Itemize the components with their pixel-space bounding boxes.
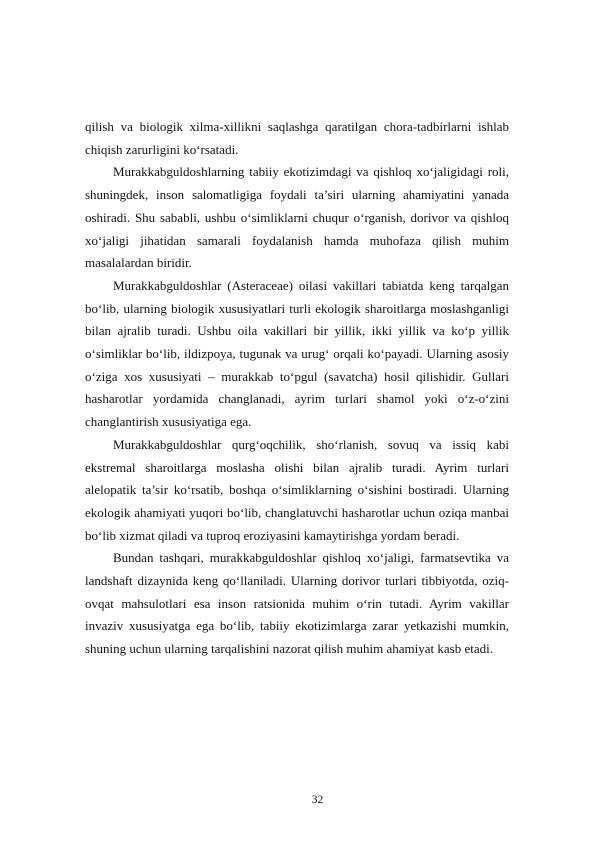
- paragraph-biology: Murakkabguldoshlar (Asteraceae) oilasi vakillari tabiatda keng tarqalgan bo‘lib, ularning biologik xususiyatlari turli ekologik sharoitlarga moslashganligi bilan ajralib turadi. Ushbu oila vakillari bir yillik, ikki yillik va ko‘p yillik o‘simliklar bo‘lib, ildizpoya, tugunak va urug‘ orqali ko‘payadi. Ularning asosiy o‘ziga xos xususiyati – murakkab to‘pgul (savatcha) hosil qilishidir. Gullari hasharotlar yordamida changlanadi, ayrim turlari shamol yoki o‘z-o‘zini changlantirish xususiyatiga ega.: [85, 277, 509, 430]
- paragraph-usage: Bundan tashqari, murakkabguldoshlar qishloq xo‘jaligi, farmatsevtika va landshaft dizaynida keng qo‘llaniladi. Ularning dorivor turlari tibbiyotda, oziq-ovqat mahsulotlari esa inson ratsionida muhim o‘rin tutadi. Ayrim vakillar invaziv xususiyatga ega bo‘lib, tabiiy ekotizimlarga zarar yetkazishi mumkin, shuning uchun ularning tarqalishini nazorat qilish muhim ahamiyat kasb etadi.: [85, 550, 509, 657]
- page-number: 32: [311, 794, 324, 806]
- paragraph-continuation: qilish va biologik xilma-xillikni saqlashga qaratilgan chora-tadbirlarni ishlab chiqish zarurligini ko‘rsatadi.: [85, 119, 509, 157]
- paragraph-importance: Murakkabguldoshlarning tabiiy ekotizimdagi va qishloq xo‘jaligidagi roli, shuningdek, inson salomatligiga foydali ta’siri ularning ahamiyatini yanada oshiradi. Shu sababli, ushbu o‘simliklarni chuqur o‘rganish, dorivor va qishloq xo‘jaligi jihatidan samarali foydalanish hamda muhofaza qilish muhim masalalardan biridir.: [85, 164, 509, 271]
- page-body: [85, 116, 509, 661]
- paragraph-adaptation: Murakkabguldoshlar qurg‘oqchilik, sho‘rlanish, sovuq va issiq kabi ekstremal sharoitlarga moslasha olishi bilan ajralib turadi. Ayrim turlari alelopatik ta’sir ko‘rsatib, boshqa o‘simliklarning o‘sishini bostiradi. Ularning ekologik ahamiyati yuqori bo‘lib, changlatuvchi hasharotlar uchun oziqa manbai bo‘lib xizmat qiladi va tuproq eroziyasini kamaytirishga yordam beradi.: [85, 436, 509, 543]
